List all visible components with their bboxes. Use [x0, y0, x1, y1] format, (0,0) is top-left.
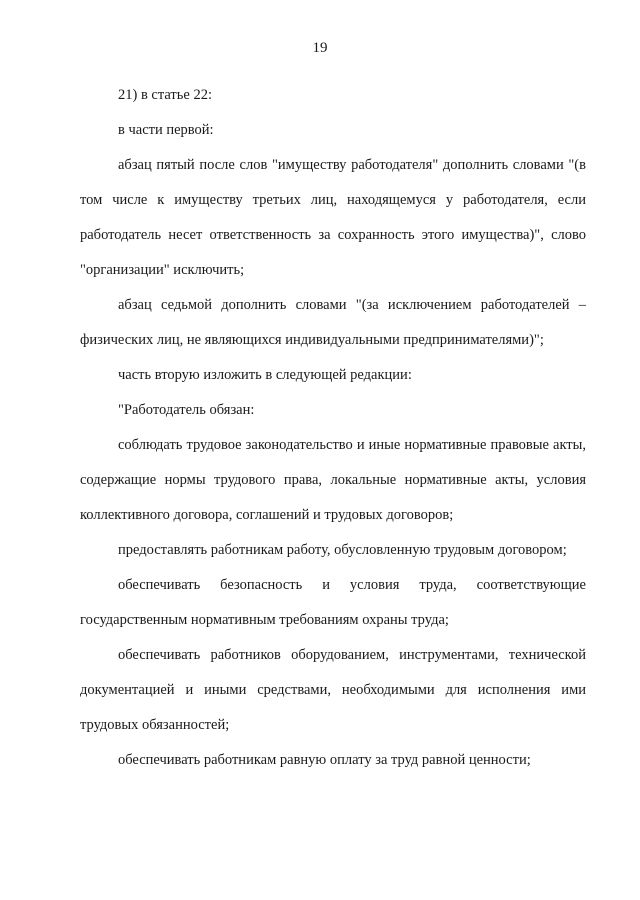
- paragraph-item-21: 21) в статье 22:: [118, 87, 212, 103]
- paragraph-equal-pay: обеспечивать работникам равную оплату за труд равной ценности;: [118, 752, 531, 768]
- paragraph-provide-equipment: обеспечивать работников оборудованием, инструментами, технической документацией и иными средствами, необходимыми для исполнения ими трудовых обязанностей;: [80, 647, 586, 733]
- paragraph-comply-legislation: соблюдать трудовое законодательство и иные нормативные правовые акты, содержащие нормы трудового права, локальные нормативные акты, условия коллективного договора, соглашений и трудовых договоров;: [80, 437, 586, 523]
- paragraph-part-two: часть вторую изложить в следующей редакции:: [118, 367, 412, 383]
- paragraph-ensure-safety: обеспечивать безопасность и условия труда, соответствующие государственным нормативным требованиям охраны труда;: [80, 577, 586, 628]
- paragraph-seventh-abzac: абзац седьмой дополнить словами "(за исключением работодателей – физических лиц, не являющихся индивидуальными предпринимателями)";: [80, 297, 586, 348]
- paragraph-fifth-abzac: абзац пятый после слов "имуществу работодателя" дополнить словами "(в том числе к имуществу третьих лиц, находящемуся у работодателя, если работодатель несет ответственность за сохранность этого имущества)", слово "организации" исключить;: [80, 157, 586, 278]
- paragraph-part-one: в части первой:: [118, 122, 214, 138]
- paragraph-employer-obliged: "Работодатель обязан:: [118, 402, 255, 418]
- paragraph-provide-work: предоставлять работникам работу, обусловленную трудовым договором;: [118, 542, 567, 558]
- document-body: [80, 78, 586, 778]
- page-number: 19: [312, 40, 328, 56]
